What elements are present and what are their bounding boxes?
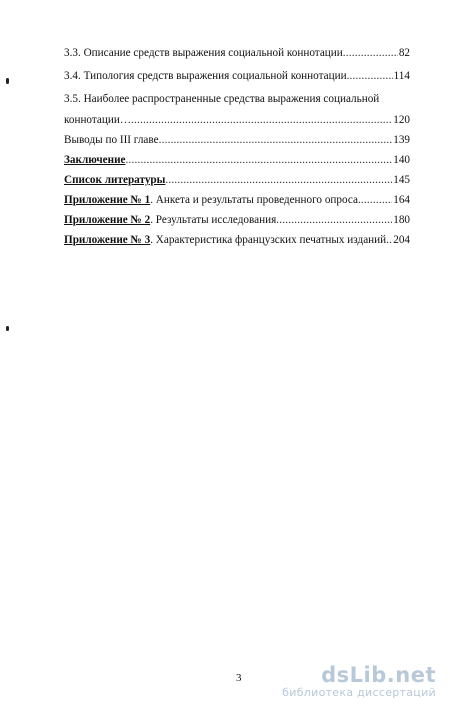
scan-mark	[6, 78, 9, 84]
leader-dots	[358, 193, 392, 207]
appendix-label: Приложение № 2	[64, 214, 151, 226]
leader-dots	[343, 46, 398, 60]
toc-entry-title: Список литературы	[64, 174, 166, 186]
toc-entry[interactable]	[64, 153, 410, 167]
toc-entry[interactable]	[64, 233, 410, 247]
toc-entry-title: Выводы по III главе	[64, 134, 159, 146]
toc-entry[interactable]	[64, 213, 410, 227]
toc-entry[interactable]	[64, 46, 410, 60]
leader-dots	[131, 113, 392, 127]
watermark-logo: dsLib.net	[321, 663, 436, 687]
scan-mark	[6, 326, 9, 331]
page-number: 3	[236, 672, 242, 684]
toc-entry[interactable]	[64, 69, 410, 83]
toc-entry[interactable]	[64, 173, 410, 187]
leader-dots	[165, 173, 392, 187]
leader-dots	[125, 153, 392, 167]
toc-entry-title: 3.4. Типология средств выражения социальной коннотации	[64, 70, 347, 82]
toc-entry-page: 180	[393, 214, 410, 226]
watermark-subtitle: библиотека диссертаций	[282, 686, 436, 699]
appendix-label: Приложение № 3	[64, 234, 151, 246]
toc-entry-title: 3.5. Наиболее распространенные средства выражения социальной	[64, 93, 380, 105]
toc-entry-title: . Результаты исследования	[150, 214, 277, 226]
toc-entry-page: 82	[398, 47, 410, 59]
toc-entry-page: 164	[393, 194, 410, 206]
toc-entry-page: 204	[393, 234, 410, 246]
leader-dots	[276, 213, 392, 227]
toc-entry-page: 120	[393, 114, 410, 126]
toc-entry[interactable]	[64, 133, 410, 147]
toc-entry-page: 139	[393, 134, 410, 146]
watermark	[282, 664, 436, 699]
toc-entry-title: Заключение	[64, 154, 126, 166]
toc-entry[interactable]	[64, 113, 410, 127]
toc-entry-title-cont: коннотации…	[64, 114, 132, 126]
appendix-label: Приложение № 1	[64, 194, 151, 206]
toc-entry-title: . Анкета и результаты проведенного опроса	[150, 194, 358, 206]
toc-entry[interactable]	[64, 193, 410, 207]
toc-entry-title: 3.3. Описание средств выражения социальной коннотации	[64, 47, 343, 59]
toc-entry-page: 140	[393, 154, 410, 166]
leader-dots	[347, 69, 393, 83]
leader-dots	[159, 133, 393, 147]
toc-entry-title: . Характеристика французских печатных изданий	[150, 234, 387, 246]
toc-entry-page: 114	[393, 70, 410, 82]
toc-entry-page: 145	[393, 174, 410, 186]
